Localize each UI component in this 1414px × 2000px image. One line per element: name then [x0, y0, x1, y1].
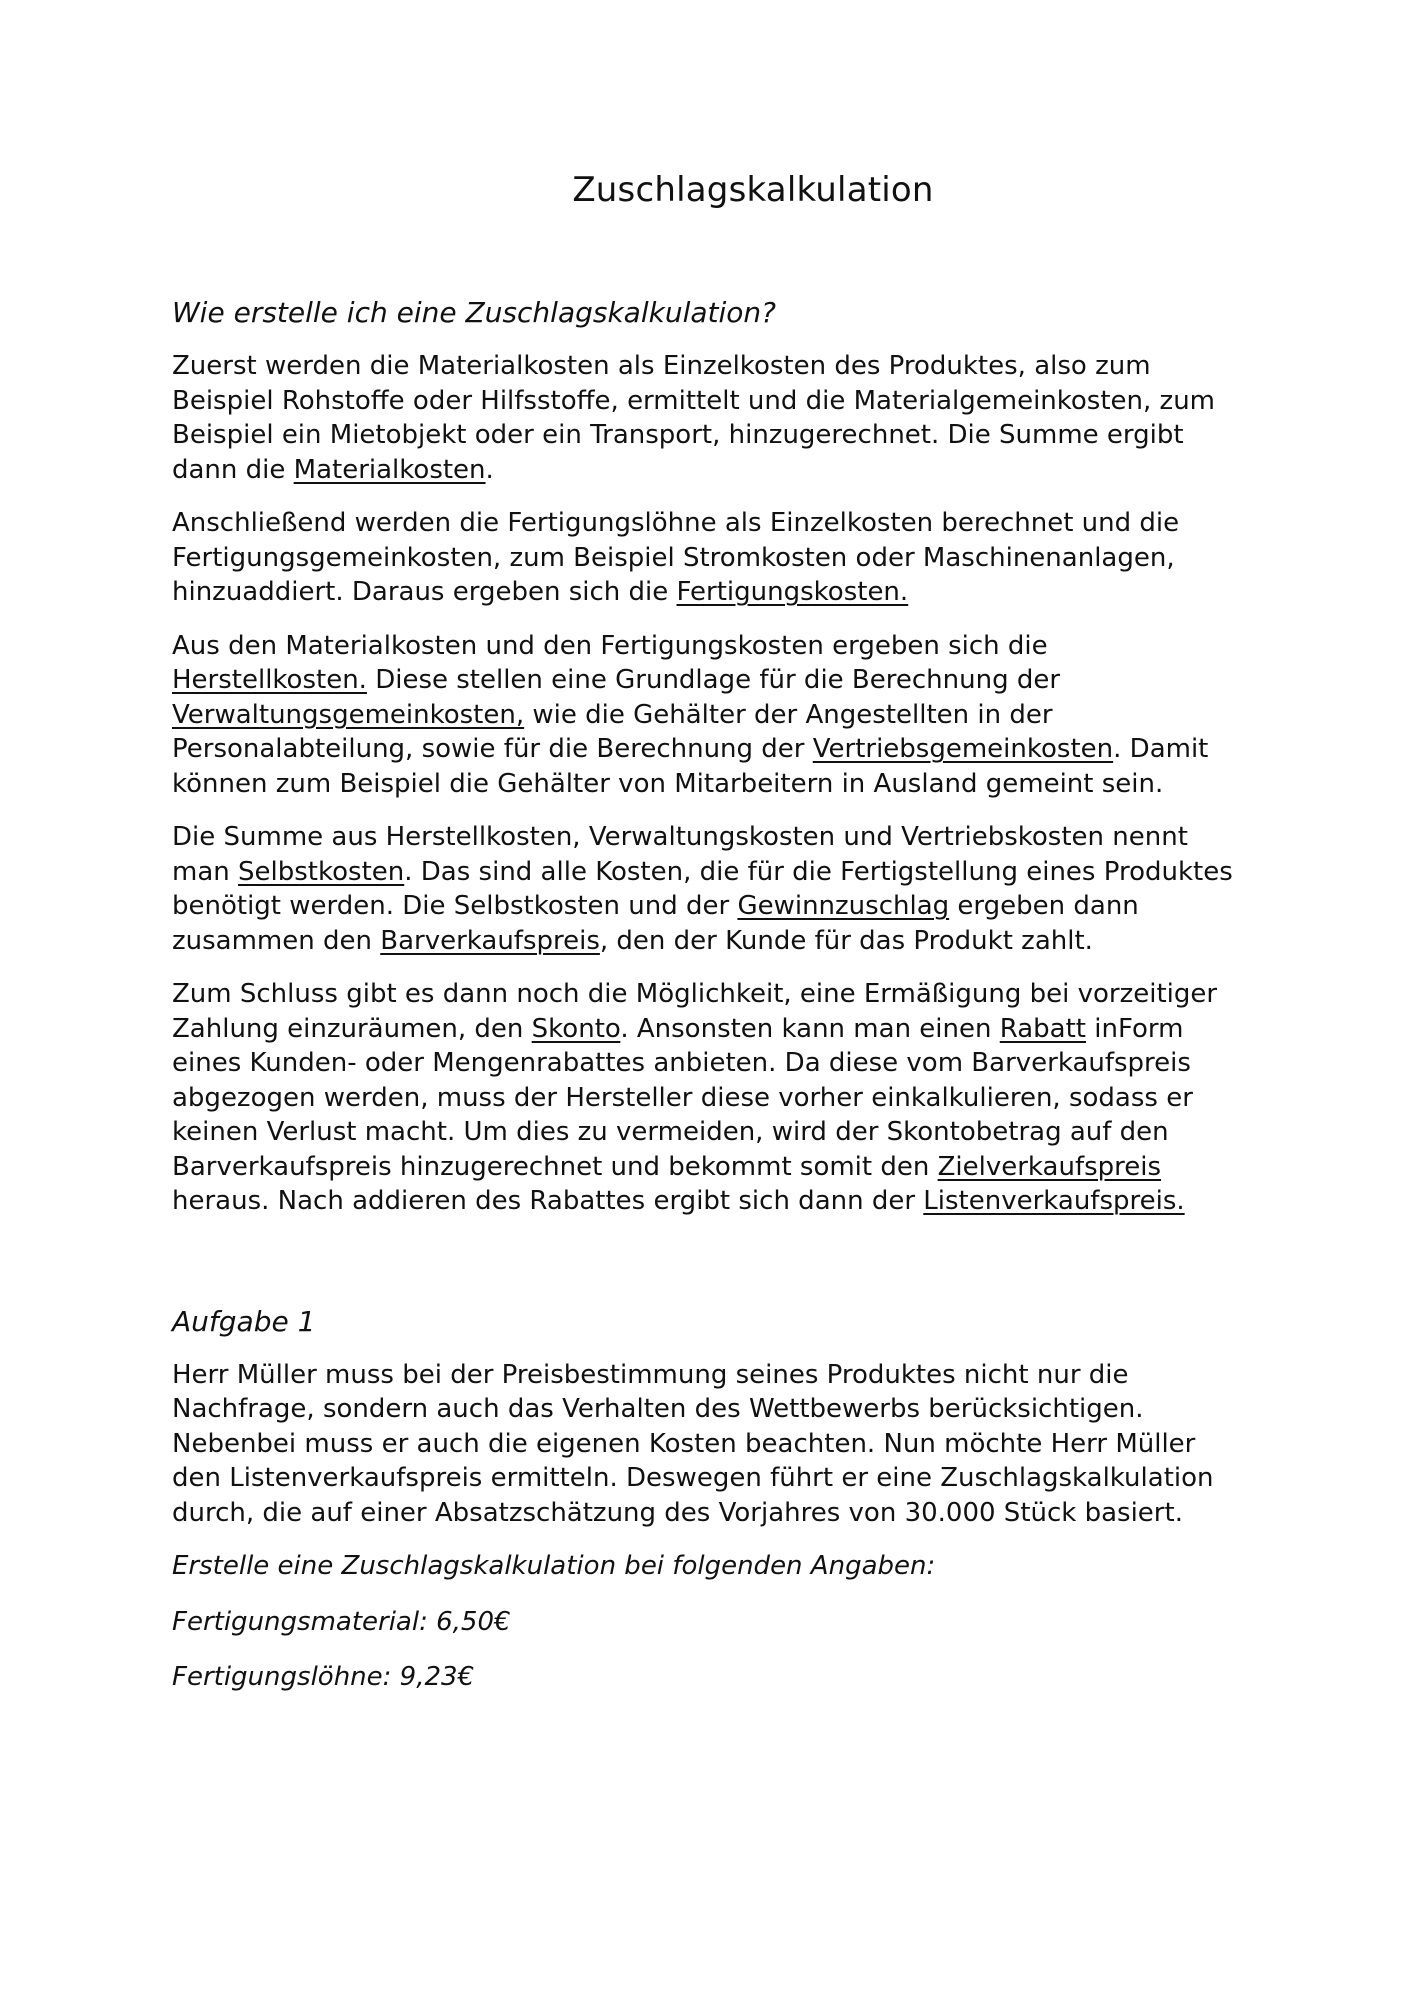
- text-run: , den der Kunde für das Produkt zahlt.: [599, 925, 1093, 956]
- text-run: . Das sind alle Kosten, die für die Fertigstellung eines Produktes benötigt werden. Die Selbstkosten und der: [172, 856, 1233, 921]
- underlined-term: Vertriebsgemeinkosten: [812, 734, 1114, 764]
- underlined-term: Fertigungskosten.: [676, 577, 909, 607]
- text-run: Zuerst werden die Materialkosten als Einzelkosten des Produktes, also zum Beispiel Rohstoffe oder Hilfsstoffe, ermittelt und die Materialgemeinkosten, zum Beispiel ein Mietobjekt oder ein Transport, hinzugerechnet. Die Summe ergibt dann die: [172, 351, 1216, 485]
- text-run: Herr Müller muss bei der Preisbestimmung seines Produktes nicht nur die Nachfrage, sondern auch das Verhalten des Wettbewerbs berücksichtigen. Nebenbei muss er auch die eigenen Kosten beachten. Nun möchte Herr Müller den Listenverkaufspreis ermitteln. Deswegen führt er eine Zuschlagskalkulation durch, die auf einer Absatzschätzung des Vorjahres von 30.000 Stück basiert.: [172, 1359, 1214, 1528]
- text-run: inForm eines Kunden- oder Mengenrabattes anbieten. Da diese vom Barverkaufspreis abgezogen werden, muss der Hersteller diese vorher einkalkulieren, sodass er keinen Verlust macht. Um dies zu vermeiden, wird der Skontobetrag auf den Barverkaufspreis hinzugerechnet und bekommt somit den: [172, 1013, 1193, 1182]
- text-run: wie die Gehälter der Angestellten in der Personalabteilung, sowie für die Berechnung der: [172, 699, 1053, 764]
- page-title: Zuschlagskalkulation: [572, 170, 934, 210]
- text-run: . Ansonsten kann man einen: [620, 1013, 1000, 1044]
- underlined-term: Skonto: [531, 1013, 621, 1044]
- underlined-term: Barverkaufspreis: [380, 925, 600, 956]
- paragraph: [172, 349, 1244, 487]
- paragraph: [172, 977, 1244, 1219]
- underlined-term: Verwaltungsgemeinkosten,: [172, 699, 525, 730]
- text-run: Zum Schluss gibt es dann noch die Möglichkeit, eine Ermäßigung bei vorzeitiger Zahlung einzuräumen, den: [172, 979, 1218, 1044]
- given-wages: Fertigungslöhne: 9,23€: [172, 1662, 475, 1692]
- given-material: Fertigungsmaterial: 6,50€: [172, 1606, 511, 1637]
- paragraph: [172, 629, 1244, 802]
- underlined-term: Materialkosten: [293, 454, 486, 485]
- text-run: . Damit können zum Beispiel die Gehälter von Mitarbeitern in Ausland gemeint sein.: [172, 734, 1209, 799]
- text-run: Anschließend werden die Fertigungslöhne als Einzelkosten berechnet und die Fertigungsgemeinkosten, zum Beispiel Stromkosten oder Maschinenanlagen, hinzuaddiert. Daraus ergeben sich die: [172, 508, 1180, 607]
- task-instruction: Erstelle eine Zuschlagskalkulation bei folgenden Angaben:: [172, 1551, 936, 1581]
- paragraph: [172, 820, 1244, 958]
- section-heading-aufgabe: Aufgabe 1: [172, 1304, 316, 1338]
- text-run: Die Summe aus Herstellkosten, Verwaltungskosten und Vertriebskosten nennt man: [172, 822, 1188, 887]
- underlined-term: Gewinnzuschlag: [737, 891, 950, 921]
- paragraph: [172, 1358, 1244, 1531]
- text-run: Aus den Materialkosten und den Fertigungskosten ergeben sich die: [172, 630, 1048, 661]
- underlined-term: Listenverkaufspreis.: [923, 1186, 1185, 1216]
- text-run: .: [485, 454, 494, 485]
- text-run: heraus. Nach addieren des Rabattes ergibt sich dann der: [172, 1186, 924, 1216]
- underlined-term: Herstellkosten.: [172, 665, 367, 695]
- underlined-term: Rabatt: [999, 1013, 1087, 1044]
- underlined-term: Zielverkaufspreis: [937, 1151, 1162, 1182]
- text-run: ergeben dann zusammen den: [172, 891, 1139, 956]
- paragraph: [172, 506, 1244, 610]
- text-run: Diese stellen eine Grundlage für die Berechnung der: [366, 665, 1061, 695]
- underlined-term: Selbstkosten: [238, 856, 405, 887]
- section-heading-intro: Wie erstelle ich eine Zuschlagskalkulation?: [172, 296, 777, 329]
